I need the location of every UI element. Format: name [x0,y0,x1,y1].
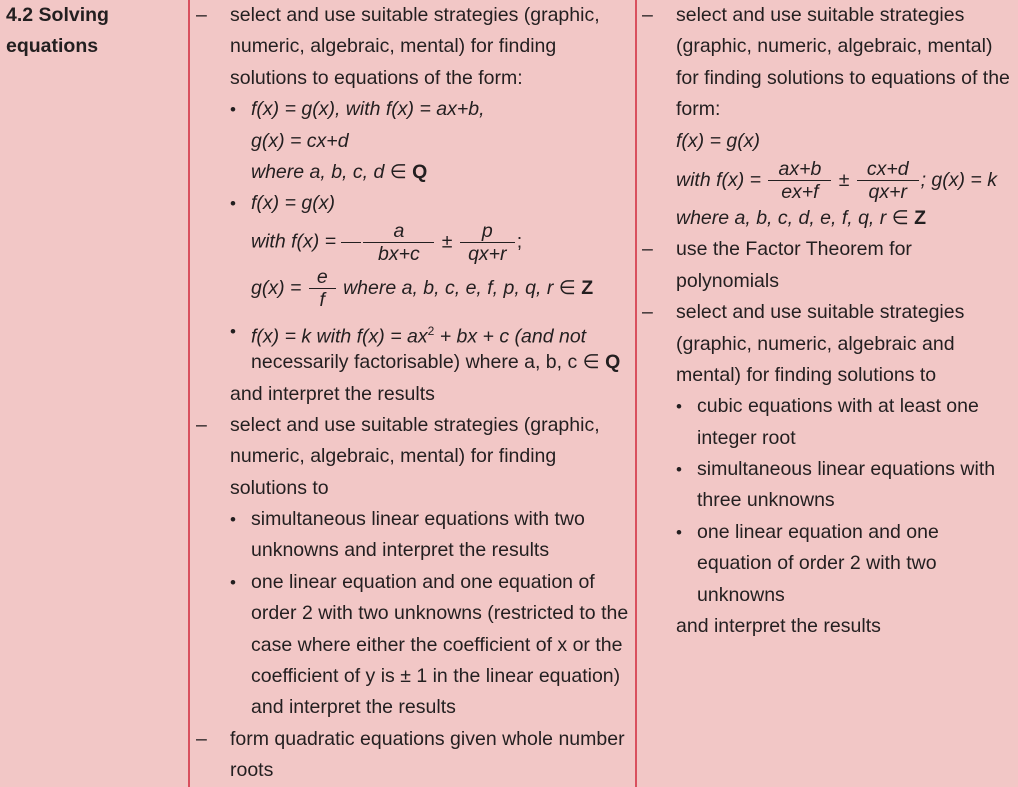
objective-text: roots [230,759,274,782]
objective-text: and interpret the results [676,615,881,638]
bullet-marker: • [676,522,682,542]
bullet-marker: • [676,460,682,480]
equation-text: g(x) = [251,276,302,299]
objective-text: numeric, algebraic, mental) for finding [230,35,557,58]
fraction-numerator: a [363,220,434,243]
column-divider-2 [635,0,637,787]
element-of-symbol: ∈ [389,160,407,183]
dash-marker: – [642,301,653,324]
dash-marker: – [642,238,653,261]
exponent: 2 [427,323,435,338]
fraction-numerator: e [309,266,336,289]
objective-text: select and use suitable strategies (graphic, [230,4,600,26]
bullet-marker: • [230,100,236,120]
equation-text: where a, b, c, d [251,160,385,183]
objective-text: integer root [697,426,796,449]
objective-text: unknowns and interpret the results [251,539,550,562]
objective-text: one linear equation and one equation of [251,570,595,593]
fraction [460,220,515,265]
fraction-denominator: bx+c [378,242,420,265]
semicolon: ; [516,230,523,253]
objective-text: select and use suitable strategies [676,301,965,324]
objective-text: select and use suitable strategies [676,4,965,26]
integer-set-symbol: Z [914,206,927,229]
objective-text: numeric, algebraic, mental) for finding [230,445,557,468]
fraction [363,220,434,265]
objective-text: use the Factor Theorem for [676,238,912,261]
equation-text: g(x) = cx+d [251,129,349,152]
objective-text: coefficient of y is ± 1 in the linear equation) [251,665,621,688]
objective-text: cubic equations with at least one [697,395,979,418]
bullet-marker: • [230,194,236,214]
fraction-denominator: f [319,289,325,312]
fraction [309,266,336,311]
rational-set-symbol: Q [412,160,428,183]
objective-text: polynomials [676,269,779,292]
objective-text: solutions to [230,476,329,499]
integer-set-symbol: Z [581,276,594,299]
objective-text: form quadratic equations given whole number [230,727,625,750]
dash-marker: – [196,727,207,750]
bullet-marker: • [676,397,682,417]
objective-text: and interpret the results [251,696,456,719]
equation-text: f(x) = k with f(x) = ax [251,325,428,348]
column-level-b [642,0,1018,642]
objective-text: and interpret the results [230,382,435,405]
element-of-symbol: ∈ [582,351,600,374]
column-level-a [196,0,632,787]
fraction-numerator: cx+d [857,158,919,181]
fraction-denominator: qx+r [468,242,507,265]
objective-text: necessarily factorisable) where a, b, c [251,351,578,374]
equation-text: ; g(x) = k [920,168,997,191]
bullet-marker: • [230,321,236,341]
objective-text: equation of order 2 with two [697,552,937,575]
objective-text: solutions to equations of the form: [230,66,523,89]
objective-text: (graphic, numeric, algebraic, mental) [676,35,993,58]
objective-text: order 2 with two unknowns (restricted to the [251,602,629,625]
objective-text: unknowns [697,583,785,606]
equation-text: f(x) = g(x), with f(x) = ax+b, [251,98,485,121]
bullet-marker: • [230,572,236,592]
fraction [768,158,831,203]
fraction-numerator: ax+b [768,158,831,181]
equation-text: with f(x) = [251,230,337,253]
equation-text: + bx + c (and not [434,325,587,348]
rational-set-symbol: Q [605,351,621,374]
topic-heading-line-1: 4.2 Solving [6,4,109,26]
equation-text: with f(x) = [676,168,762,191]
objective-text: case where either the coefficient of x or the [251,633,623,656]
objective-text: mental) for finding solutions to [676,363,937,386]
dash-marker: – [196,4,207,26]
fraction [857,158,919,203]
dash-marker: – [642,4,653,26]
objective-text: three unknowns [697,489,835,512]
objective-text: one linear equation and one [697,520,939,543]
topic-heading-line-2: equations [6,35,99,57]
objective-text: simultaneous linear equations with [697,458,996,481]
fraction-numerator: p [460,220,515,243]
dash-marker: – [196,413,207,436]
objective-text: simultaneous linear equations with two [251,508,585,531]
objective-text: form: [676,98,721,121]
fraction-lead-line [341,242,361,243]
fraction-denominator: ex+f [781,181,819,204]
fraction-denominator: qx+r [868,181,907,204]
equation-text: f(x) = g(x) [676,129,760,152]
element-of-symbol: ∈ [891,206,909,229]
plus-minus-symbol: ± [838,168,850,191]
variable-list: where a, b, c, e, f, p, q, r [343,276,554,299]
equation-text: f(x) = g(x) [251,192,335,215]
objective-text: (graphic, numeric, algebraic and [676,332,955,355]
plus-minus-symbol: ± [441,230,453,253]
variable-list: where a, b, c, d, e, f, q, r [676,206,887,229]
column-divider-1 [188,0,190,787]
objective-text: for finding solutions to equations of the [676,66,1010,89]
bullet-marker: • [230,510,236,530]
topic-heading [6,0,186,62]
objective-text: select and use suitable strategies (graphic, [230,413,600,436]
element-of-symbol: ∈ [558,276,576,299]
